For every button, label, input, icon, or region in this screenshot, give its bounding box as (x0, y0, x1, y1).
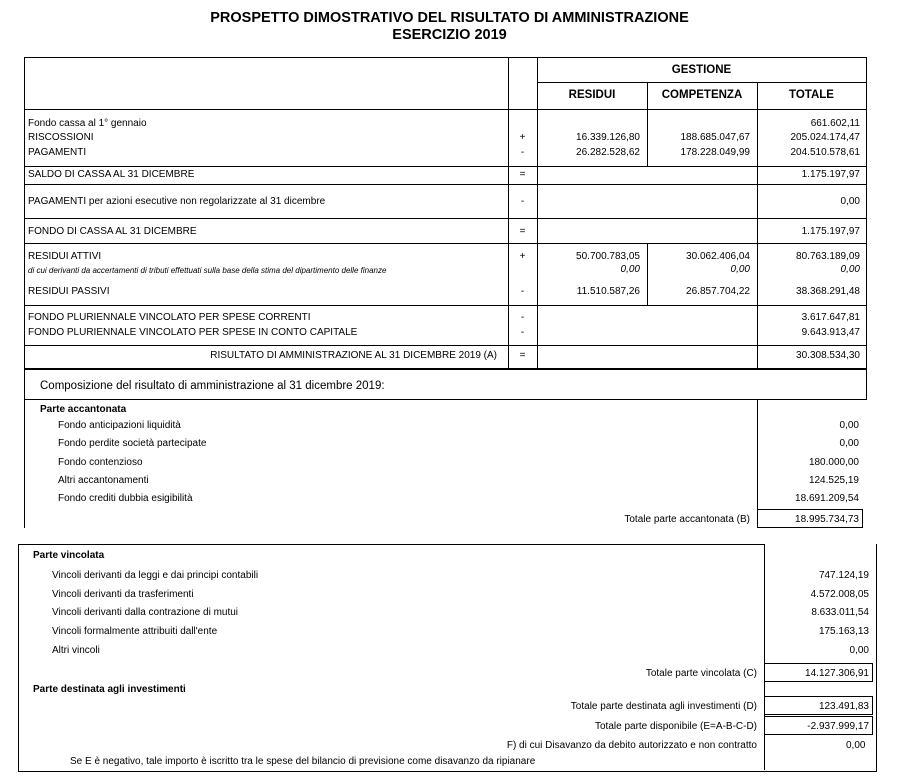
vincolata-total-value: 14.127.306,91 (805, 668, 869, 679)
accantonata-total-label: Totale parte accantonata (B) (624, 514, 750, 525)
row-label: SALDO DI CASSA AL 31 DICEMBRE (28, 169, 195, 180)
risultato-label: RISULTATO DI AMMINISTRAZIONE AL 31 DICEMBRE 2019 (A) (210, 350, 497, 361)
row-totale: 204.510.578,61 (790, 147, 860, 158)
list-item: Vincoli derivanti da trasferimenti (52, 589, 194, 600)
disponibile-label: Totale parte disponibile (E=A-B-C-D) (594, 721, 757, 732)
row-residui: 11.510.587,26 (576, 286, 640, 297)
list-item: Altri vincoli (52, 645, 100, 656)
row-totale: 1.175.197,97 (801, 226, 860, 237)
row-sign: - (520, 196, 525, 207)
list-item: Fondo perdite società partecipate (58, 438, 207, 449)
row-label: FONDO PLURIENNALE VINCOLATO PER SPESE IN CONTO CAPITALE (28, 327, 358, 338)
row-totale: 0,00 (840, 196, 860, 207)
disavanzo-value: 0,00 (846, 740, 866, 751)
risultato-totale: 30.308.534,30 (796, 350, 860, 361)
row-sign: - (520, 327, 525, 338)
note-text: Se E è negativo, tale importo è iscritto tra le spese del bilancio di previsione come disavanzo da ripianare (70, 756, 536, 767)
row-totale: 3.617.647,81 (801, 312, 860, 323)
row-competenza: 0,00 (730, 264, 750, 275)
list-item-value: 124.525,19 (808, 475, 859, 486)
row-label: PAGAMENTI per azioni esecutive non regolarizzate al 31 dicembre (28, 196, 326, 207)
list-item: Fondo contenzioso (58, 457, 143, 468)
disponibile-value: -2.937.999,17 (807, 721, 869, 732)
row-competenza: 188.685.047,67 (680, 132, 750, 143)
row-residui: 0,00 (620, 264, 640, 275)
header-gestione: GESTIONE (671, 64, 732, 76)
list-item: Altri accantonamenti (58, 475, 149, 486)
vincolata-total-label: Totale parte vincolata (C) (645, 668, 757, 679)
list-item: Fondo anticipazioni liquidità (58, 420, 181, 431)
row-residui: 16.339.126,80 (576, 132, 640, 143)
accantonata-total-value: 18.995.734,73 (795, 514, 859, 525)
list-item-value: 0,00 (839, 420, 859, 431)
row-competenza: 26.857.704,22 (686, 286, 750, 297)
investimenti-total-value: 123.491,83 (818, 701, 869, 712)
row-label: RESIDUI ATTIVI (28, 251, 102, 262)
list-item-value: 18.691.209,54 (795, 493, 859, 504)
list-item-value: 8.633.011,54 (811, 607, 869, 618)
row-residui: 50.700.783,05 (576, 251, 640, 262)
vincolata-heading: Parte vincolata (33, 550, 105, 561)
list-item: Vincoli formalmente attribuiti dall'ente (52, 626, 218, 637)
page-title: PROSPETTO DIMOSTRATIVO DEL RISULTATO DI AMMINISTRAZIONE (210, 10, 689, 26)
row-sign: + (519, 251, 526, 262)
row-sign: - (520, 286, 525, 297)
list-item-value: 0,00 (839, 438, 859, 449)
row-label: Fondo cassa al 1° gennaio (28, 118, 147, 129)
header-residui: RESIDUI (568, 89, 616, 101)
page-subtitle: ESERCIZIO 2019 (392, 27, 507, 43)
row-competenza: 30.062.406,04 (686, 251, 750, 262)
list-item-value: 4.572.008,05 (810, 589, 869, 600)
accantonata-heading: Parte accantonata (40, 404, 127, 415)
list-item-value: 0,00 (849, 645, 869, 656)
row-label: FONDO DI CASSA AL 31 DICEMBRE (28, 226, 197, 237)
row-residui: 26.282.528,62 (576, 147, 640, 158)
header-totale: TOTALE (789, 89, 834, 101)
row-sign: - (520, 312, 525, 323)
investimenti-heading: Parte destinata agli investimenti (33, 684, 186, 695)
row-sign: - (520, 147, 525, 158)
row-totale: 9.643.913,47 (801, 327, 860, 338)
row-label: PAGAMENTI (28, 147, 87, 158)
list-item-value: 747.124,19 (818, 570, 869, 581)
row-sign: = (519, 350, 526, 361)
row-sign: = (519, 226, 526, 237)
row-totale: 205.024.174,47 (790, 132, 860, 143)
row-label: RESIDUI PASSIVI (28, 286, 110, 297)
disavanzo-label: F) di cui Disavanzo da debito autorizzato e non contratto (506, 740, 757, 751)
row-totale: 661.602,11 (810, 118, 860, 129)
row-sign: + (519, 132, 526, 143)
row-totale: 0,00 (840, 264, 860, 275)
investimenti-total-label: Totale parte destinata agli investimenti (D) (570, 701, 757, 712)
list-item-value: 175.163,13 (818, 626, 869, 637)
list-item: Fondo crediti dubbia esigibilità (58, 493, 193, 504)
list-item-value: 180.000,00 (808, 457, 859, 468)
row-label: FONDO PLURIENNALE VINCOLATO PER SPESE CORRENTI (28, 312, 311, 323)
row-totale: 80.763.189,09 (796, 251, 860, 262)
row-totale: 1.175.197,97 (801, 169, 860, 180)
composizione-title: Composizione del risultato di amministrazione al 31 dicembre 2019: (40, 380, 385, 392)
row-label: RISCOSSIONI (28, 132, 94, 143)
row-sign: = (519, 169, 526, 180)
row-competenza: 178.228.049,99 (680, 147, 750, 158)
list-item: Vincoli derivanti dalla contrazione di mutui (52, 607, 239, 618)
row-label: di cui derivanti da accertamenti di tributi effettuati sulla base della stima del dipartimento delle finanze (28, 266, 387, 275)
header-competenza: COMPETENZA (661, 89, 743, 101)
row-totale: 38.368.291,48 (796, 286, 860, 297)
list-item: Vincoli derivanti da leggi e dai principi contabili (52, 570, 259, 581)
